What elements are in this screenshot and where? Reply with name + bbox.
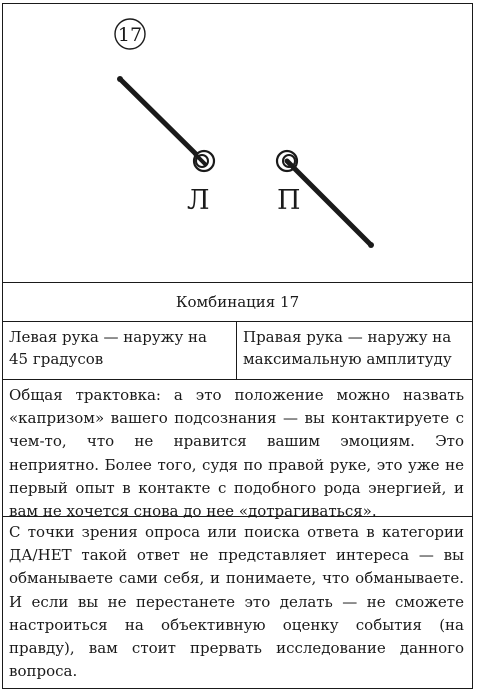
left-hand-pendulum [117, 76, 214, 171]
hands-diagram [3, 4, 471, 282]
left-hand-label: Л [187, 185, 210, 216]
combination-card [2, 3, 473, 689]
hands-description-row [3, 322, 472, 380]
right-hand-description: Правая рука — наружу на максимальную амплитуду [243, 328, 452, 368]
right-hand-label: П [277, 185, 301, 216]
general-interpretation: Общая трактовка: а это положение можно назвать «капризом» вашего подсознания — вы контактируете с чем-то, что не нравится вашим эмоциям. Это неприятно. Более того, судя по правой руке, это уже не первый опыт в контакте с подобного рода энергией, и вам не хочется снова до нее «дотрагиваться». [3, 380, 472, 517]
pendulum-illustration [3, 4, 472, 283]
left-hand-description: Левая рука — наружу на 45 градусов [3, 322, 237, 379]
figure-number: 17 [117, 24, 143, 46]
combination-title: Комбинация 17 [3, 282, 472, 322]
poll-interpretation: С точки зрения опроса или поиска ответа в категории ДА/НЕТ такой ответ не представляет интереса — вы обманываете сами себя, и понимаете, что обманываете. И если вы не перестанете это делать — не сможете настроиться на объективную оценку события (на правду), вам стоит прервать исследование данного вопроса. [9, 523, 464, 681]
